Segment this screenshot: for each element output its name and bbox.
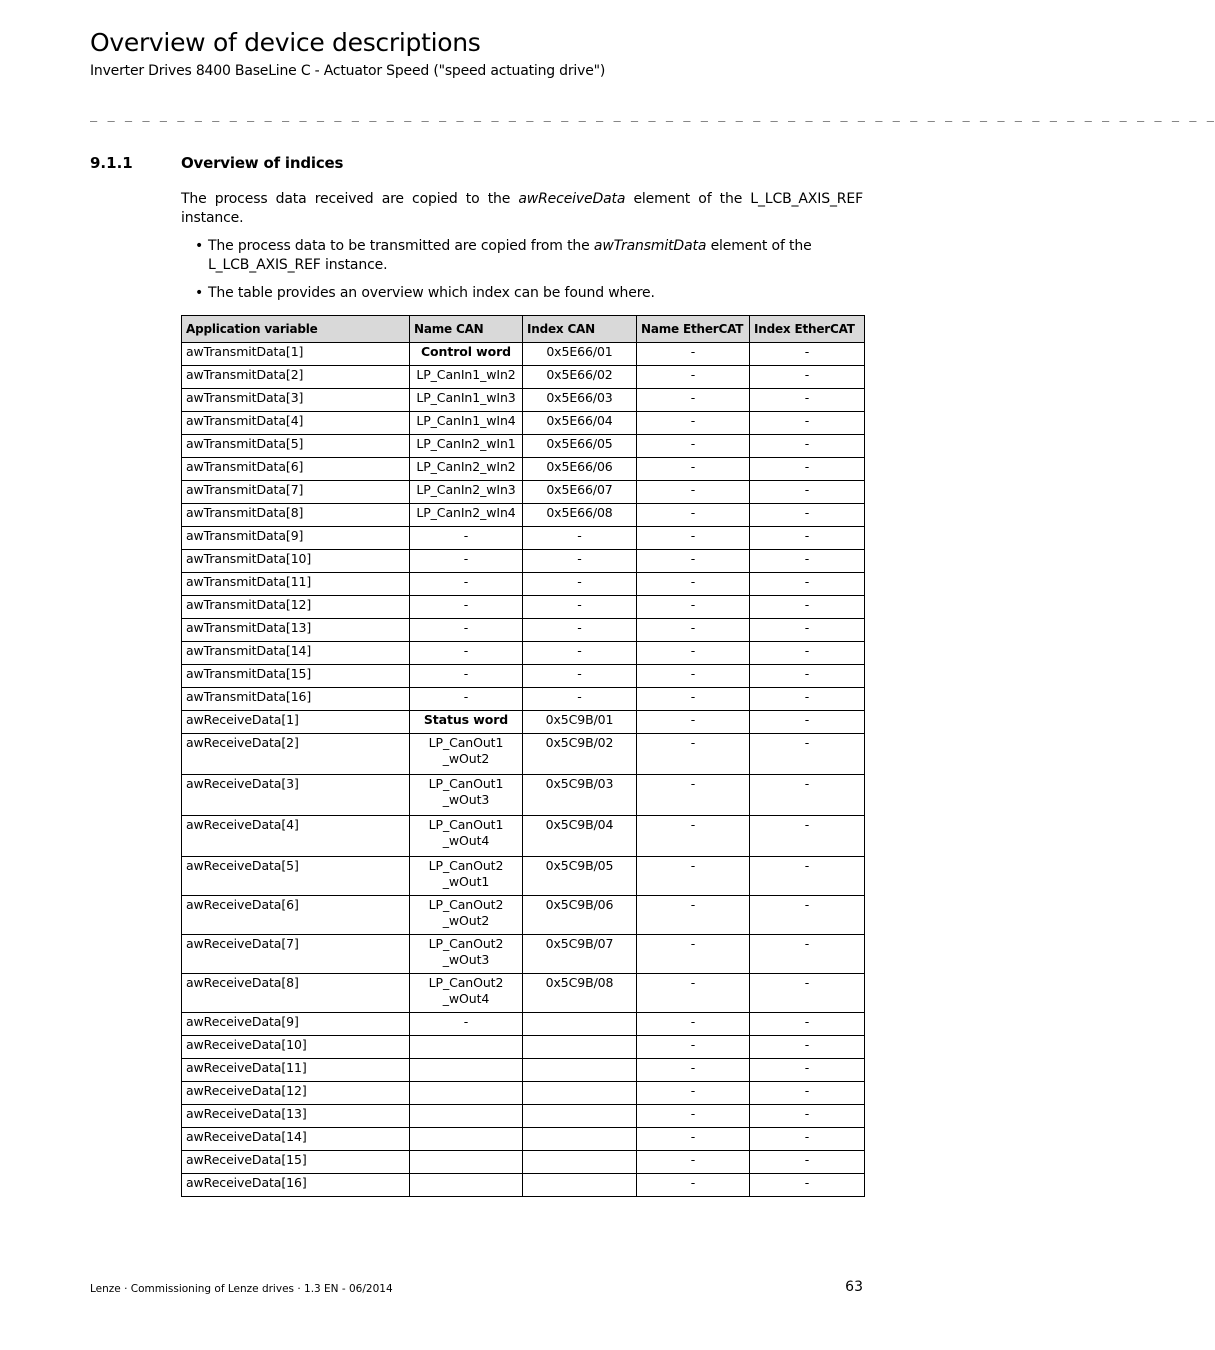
table-cell: - [750, 1105, 865, 1128]
table-cell: LP_CanIn1_wIn3 [410, 389, 523, 412]
table-cell: awTransmitData[6] [182, 458, 410, 481]
table-cell: - [637, 366, 750, 389]
table-row [182, 1013, 865, 1036]
table-cell: - [750, 896, 865, 935]
bullet-text-post: element of the L_LCB_AXIS_REF instance. [208, 238, 812, 273]
bullet-list [181, 237, 863, 312]
header-divider: _ _ _ _ _ _ _ _ _ _ _ _ _ _ _ _ _ _ _ _ _ _ _ _ _ _ _ _ _ _ _ _ _ _ _ _ _ _ _ _ _ _ _ _ _ _ _ _ _ _ _ _ _ _ _ _ _ _ _ _ _ _ _ _ _ [90, 108, 1215, 122]
table-cell [523, 1059, 637, 1082]
table-cell: - [750, 504, 865, 527]
table-cell: - [523, 688, 637, 711]
table-header-row [182, 316, 865, 343]
table-row [182, 412, 865, 435]
table-cell: LP_CanOut2 _wOut3 [410, 935, 523, 974]
table-cell: - [637, 1036, 750, 1059]
table-cell: - [750, 1174, 865, 1197]
table-cell: awReceiveData[14] [182, 1128, 410, 1151]
table-row [182, 974, 865, 1013]
table-cell: Status word [410, 711, 523, 734]
table-cell: - [750, 435, 865, 458]
table-cell [410, 1128, 523, 1151]
table-cell: awReceiveData[16] [182, 1174, 410, 1197]
bullet-item [181, 237, 863, 275]
table-cell: - [637, 896, 750, 935]
table-cell: awTransmitData[11] [182, 573, 410, 596]
table-cell: 0x5E66/06 [523, 458, 637, 481]
table-cell [410, 1082, 523, 1105]
table-cell [410, 1105, 523, 1128]
table-cell: LP_CanIn2_wIn3 [410, 481, 523, 504]
table-cell: - [750, 573, 865, 596]
table-cell: LP_CanOut2 _wOut2 [410, 896, 523, 935]
table-cell: - [637, 1082, 750, 1105]
table-cell: - [523, 619, 637, 642]
table-cell: - [523, 527, 637, 550]
column-header: Index EtherCAT [750, 316, 865, 343]
table-cell: - [410, 665, 523, 688]
table-cell: LP_CanIn2_wIn1 [410, 435, 523, 458]
table-cell: - [750, 816, 865, 857]
page-number: 63 [845, 1279, 863, 1295]
table-cell: - [750, 642, 865, 665]
table-cell [410, 1174, 523, 1197]
table-cell: LP_CanOut1 _wOut3 [410, 775, 523, 816]
table-cell: awReceiveData[11] [182, 1059, 410, 1082]
table-row [182, 1059, 865, 1082]
table-cell: - [750, 458, 865, 481]
table-cell: awTransmitData[13] [182, 619, 410, 642]
table-row [182, 527, 865, 550]
table-row [182, 896, 865, 935]
table-cell: - [637, 435, 750, 458]
column-header: Application variable [182, 316, 410, 343]
table-cell: - [637, 734, 750, 775]
bullet-dot-icon: • [195, 238, 204, 254]
table-cell: 0x5C9B/07 [523, 935, 637, 974]
table-cell: - [637, 527, 750, 550]
table-cell [523, 1105, 637, 1128]
table-cell: awTransmitData[7] [182, 481, 410, 504]
page-title: Overview of device descriptions [90, 28, 481, 57]
table-row [182, 573, 865, 596]
table-cell: - [523, 573, 637, 596]
table-cell: awTransmitData[2] [182, 366, 410, 389]
table-cell: - [750, 412, 865, 435]
table-cell: - [750, 1128, 865, 1151]
table-cell: 0x5E66/05 [523, 435, 637, 458]
table-cell: - [410, 688, 523, 711]
table-cell: - [637, 412, 750, 435]
table-cell: awReceiveData[3] [182, 775, 410, 816]
table-cell: - [410, 573, 523, 596]
table-cell: - [637, 1174, 750, 1197]
table-cell: awTransmitData[10] [182, 550, 410, 573]
table-body [182, 343, 865, 1197]
table-cell: - [750, 619, 865, 642]
table-row [182, 935, 865, 974]
intro-text-post: element of the L_LCB_AXIS_REF instance. [181, 191, 863, 226]
table-cell: awTransmitData[4] [182, 412, 410, 435]
table-cell: - [750, 1036, 865, 1059]
column-header: Name EtherCAT [637, 316, 750, 343]
table-cell: - [637, 775, 750, 816]
table-cell: - [637, 935, 750, 974]
table-cell: LP_CanOut1 _wOut4 [410, 816, 523, 857]
column-header: Name CAN [410, 316, 523, 343]
table-cell: 0x5C9B/05 [523, 857, 637, 896]
table-cell: 0x5E66/08 [523, 504, 637, 527]
table-row [182, 1082, 865, 1105]
table-cell: awReceiveData[9] [182, 1013, 410, 1036]
table-cell: - [750, 935, 865, 974]
table-cell: - [410, 527, 523, 550]
table-cell: 0x5E66/01 [523, 343, 637, 366]
table-cell: awTransmitData[1] [182, 343, 410, 366]
table-cell: awReceiveData[4] [182, 816, 410, 857]
table-cell: - [750, 665, 865, 688]
page-subtitle: Inverter Drives 8400 BaseLine C - Actuator Speed ("speed actuating drive") [90, 63, 606, 79]
table-cell [523, 1013, 637, 1036]
table-cell: - [750, 550, 865, 573]
table-cell: 0x5C9B/08 [523, 974, 637, 1013]
table-cell [410, 1036, 523, 1059]
intro-text-emphasis: awReceiveData [518, 191, 626, 207]
table-row [182, 775, 865, 816]
table-cell: - [637, 389, 750, 412]
table-row [182, 458, 865, 481]
table-cell: LP_CanIn1_wIn2 [410, 366, 523, 389]
table-cell: - [637, 504, 750, 527]
table-cell [523, 1082, 637, 1105]
table-row [182, 1105, 865, 1128]
table-cell: awReceiveData[8] [182, 974, 410, 1013]
table-row [182, 1151, 865, 1174]
table-cell: Control word [410, 343, 523, 366]
table-cell: - [750, 343, 865, 366]
table-cell: - [637, 688, 750, 711]
table-cell: - [750, 1013, 865, 1036]
table-cell: - [750, 596, 865, 619]
table-cell [523, 1128, 637, 1151]
table-row [182, 665, 865, 688]
table-row [182, 1174, 865, 1197]
table-row [182, 343, 865, 366]
table-cell: - [637, 1105, 750, 1128]
table-cell: - [410, 550, 523, 573]
table-cell: - [410, 642, 523, 665]
table-cell: LP_CanOut2 _wOut4 [410, 974, 523, 1013]
table-cell: - [750, 481, 865, 504]
table-cell: - [410, 619, 523, 642]
table-cell: - [523, 642, 637, 665]
intro-text-pre: The process data received are copied to the [181, 191, 519, 207]
section-title: Overview of indices [181, 154, 344, 172]
table-cell: awTransmitData[14] [182, 642, 410, 665]
table-cell: awReceiveData[10] [182, 1036, 410, 1059]
table-cell: awReceiveData[13] [182, 1105, 410, 1128]
table-row [182, 816, 865, 857]
table-cell: 0x5C9B/03 [523, 775, 637, 816]
table-cell: - [750, 1082, 865, 1105]
table-cell: awTransmitData[5] [182, 435, 410, 458]
table-cell: - [637, 665, 750, 688]
table-cell: - [637, 458, 750, 481]
table-cell: 0x5E66/03 [523, 389, 637, 412]
table-cell: LP_CanIn2_wIn4 [410, 504, 523, 527]
table-cell: 0x5C9B/01 [523, 711, 637, 734]
table-cell: - [637, 1151, 750, 1174]
table-cell: - [637, 481, 750, 504]
table-cell: - [410, 596, 523, 619]
table-cell: - [523, 665, 637, 688]
table-cell: - [523, 550, 637, 573]
table-row [182, 688, 865, 711]
table-row [182, 1128, 865, 1151]
table-cell: LP_CanOut2 _wOut1 [410, 857, 523, 896]
table-cell: - [637, 343, 750, 366]
table-cell: LP_CanOut1 _wOut2 [410, 734, 523, 775]
table-cell: awReceiveData[5] [182, 857, 410, 896]
table-cell: 0x5E66/02 [523, 366, 637, 389]
table-row [182, 857, 865, 896]
table-cell: - [637, 573, 750, 596]
table-row [182, 734, 865, 775]
table-cell: awTransmitData[8] [182, 504, 410, 527]
table-cell: - [750, 389, 865, 412]
table-cell: - [637, 974, 750, 1013]
table-cell: 0x5E66/04 [523, 412, 637, 435]
table-cell [410, 1151, 523, 1174]
table-cell [523, 1036, 637, 1059]
table-cell: - [637, 596, 750, 619]
table-row [182, 596, 865, 619]
bullet-text-pre: The process data to be transmitted are copied from the [208, 238, 594, 254]
table-cell: awTransmitData[9] [182, 527, 410, 550]
table-cell: awReceiveData[2] [182, 734, 410, 775]
table-cell: - [637, 1128, 750, 1151]
table-cell: awTransmitData[16] [182, 688, 410, 711]
table-cell: - [637, 550, 750, 573]
intro-paragraph [181, 190, 863, 228]
table-cell: awTransmitData[12] [182, 596, 410, 619]
table-cell: awReceiveData[12] [182, 1082, 410, 1105]
table-cell: LP_CanIn1_wIn4 [410, 412, 523, 435]
table-row [182, 389, 865, 412]
table-row [182, 1036, 865, 1059]
table-cell: awTransmitData[15] [182, 665, 410, 688]
table-cell: - [637, 642, 750, 665]
table-cell: awReceiveData[1] [182, 711, 410, 734]
table-row [182, 619, 865, 642]
table-cell: - [750, 775, 865, 816]
table-row [182, 504, 865, 527]
table-cell: - [750, 711, 865, 734]
table-row [182, 642, 865, 665]
table-cell: - [750, 1151, 865, 1174]
table-cell: 0x5C9B/02 [523, 734, 637, 775]
table-cell: - [750, 1059, 865, 1082]
section-number: 9.1.1 [90, 154, 133, 172]
table-cell: awReceiveData[7] [182, 935, 410, 974]
bullet-dot-icon: • [195, 285, 204, 301]
table-row [182, 481, 865, 504]
indices-table [181, 315, 865, 1197]
table-cell: - [523, 596, 637, 619]
footer-text: Lenze · Commissioning of Lenze drives · 1.3 EN - 06/2014 [90, 1283, 393, 1295]
table-cell: - [750, 366, 865, 389]
table-cell: 0x5C9B/04 [523, 816, 637, 857]
table-cell: awTransmitData[3] [182, 389, 410, 412]
table-cell: - [637, 816, 750, 857]
table-cell: - [637, 711, 750, 734]
table-cell: LP_CanIn2_wIn2 [410, 458, 523, 481]
table-cell: 0x5C9B/06 [523, 896, 637, 935]
bullet-item [181, 284, 863, 303]
table-cell [410, 1059, 523, 1082]
table-cell: - [750, 857, 865, 896]
table-cell: - [750, 688, 865, 711]
table-cell: - [637, 1013, 750, 1036]
table-cell: - [637, 619, 750, 642]
table-cell: 0x5E66/07 [523, 481, 637, 504]
bullet-text-emphasis: awTransmitData [593, 238, 707, 254]
table-cell: - [750, 734, 865, 775]
table-row [182, 366, 865, 389]
column-header: Index CAN [523, 316, 637, 343]
table-cell [523, 1151, 637, 1174]
table-row [182, 711, 865, 734]
table-cell: - [637, 1059, 750, 1082]
table-cell: awReceiveData[15] [182, 1151, 410, 1174]
table-cell: - [750, 527, 865, 550]
table-cell: awReceiveData[6] [182, 896, 410, 935]
table-cell: - [637, 857, 750, 896]
table-cell [523, 1174, 637, 1197]
table-cell: - [410, 1013, 523, 1036]
table-row [182, 550, 865, 573]
bullet-text-pre: The table provides an overview which index can be found where. [208, 285, 655, 301]
table-row [182, 435, 865, 458]
table-cell: - [750, 974, 865, 1013]
